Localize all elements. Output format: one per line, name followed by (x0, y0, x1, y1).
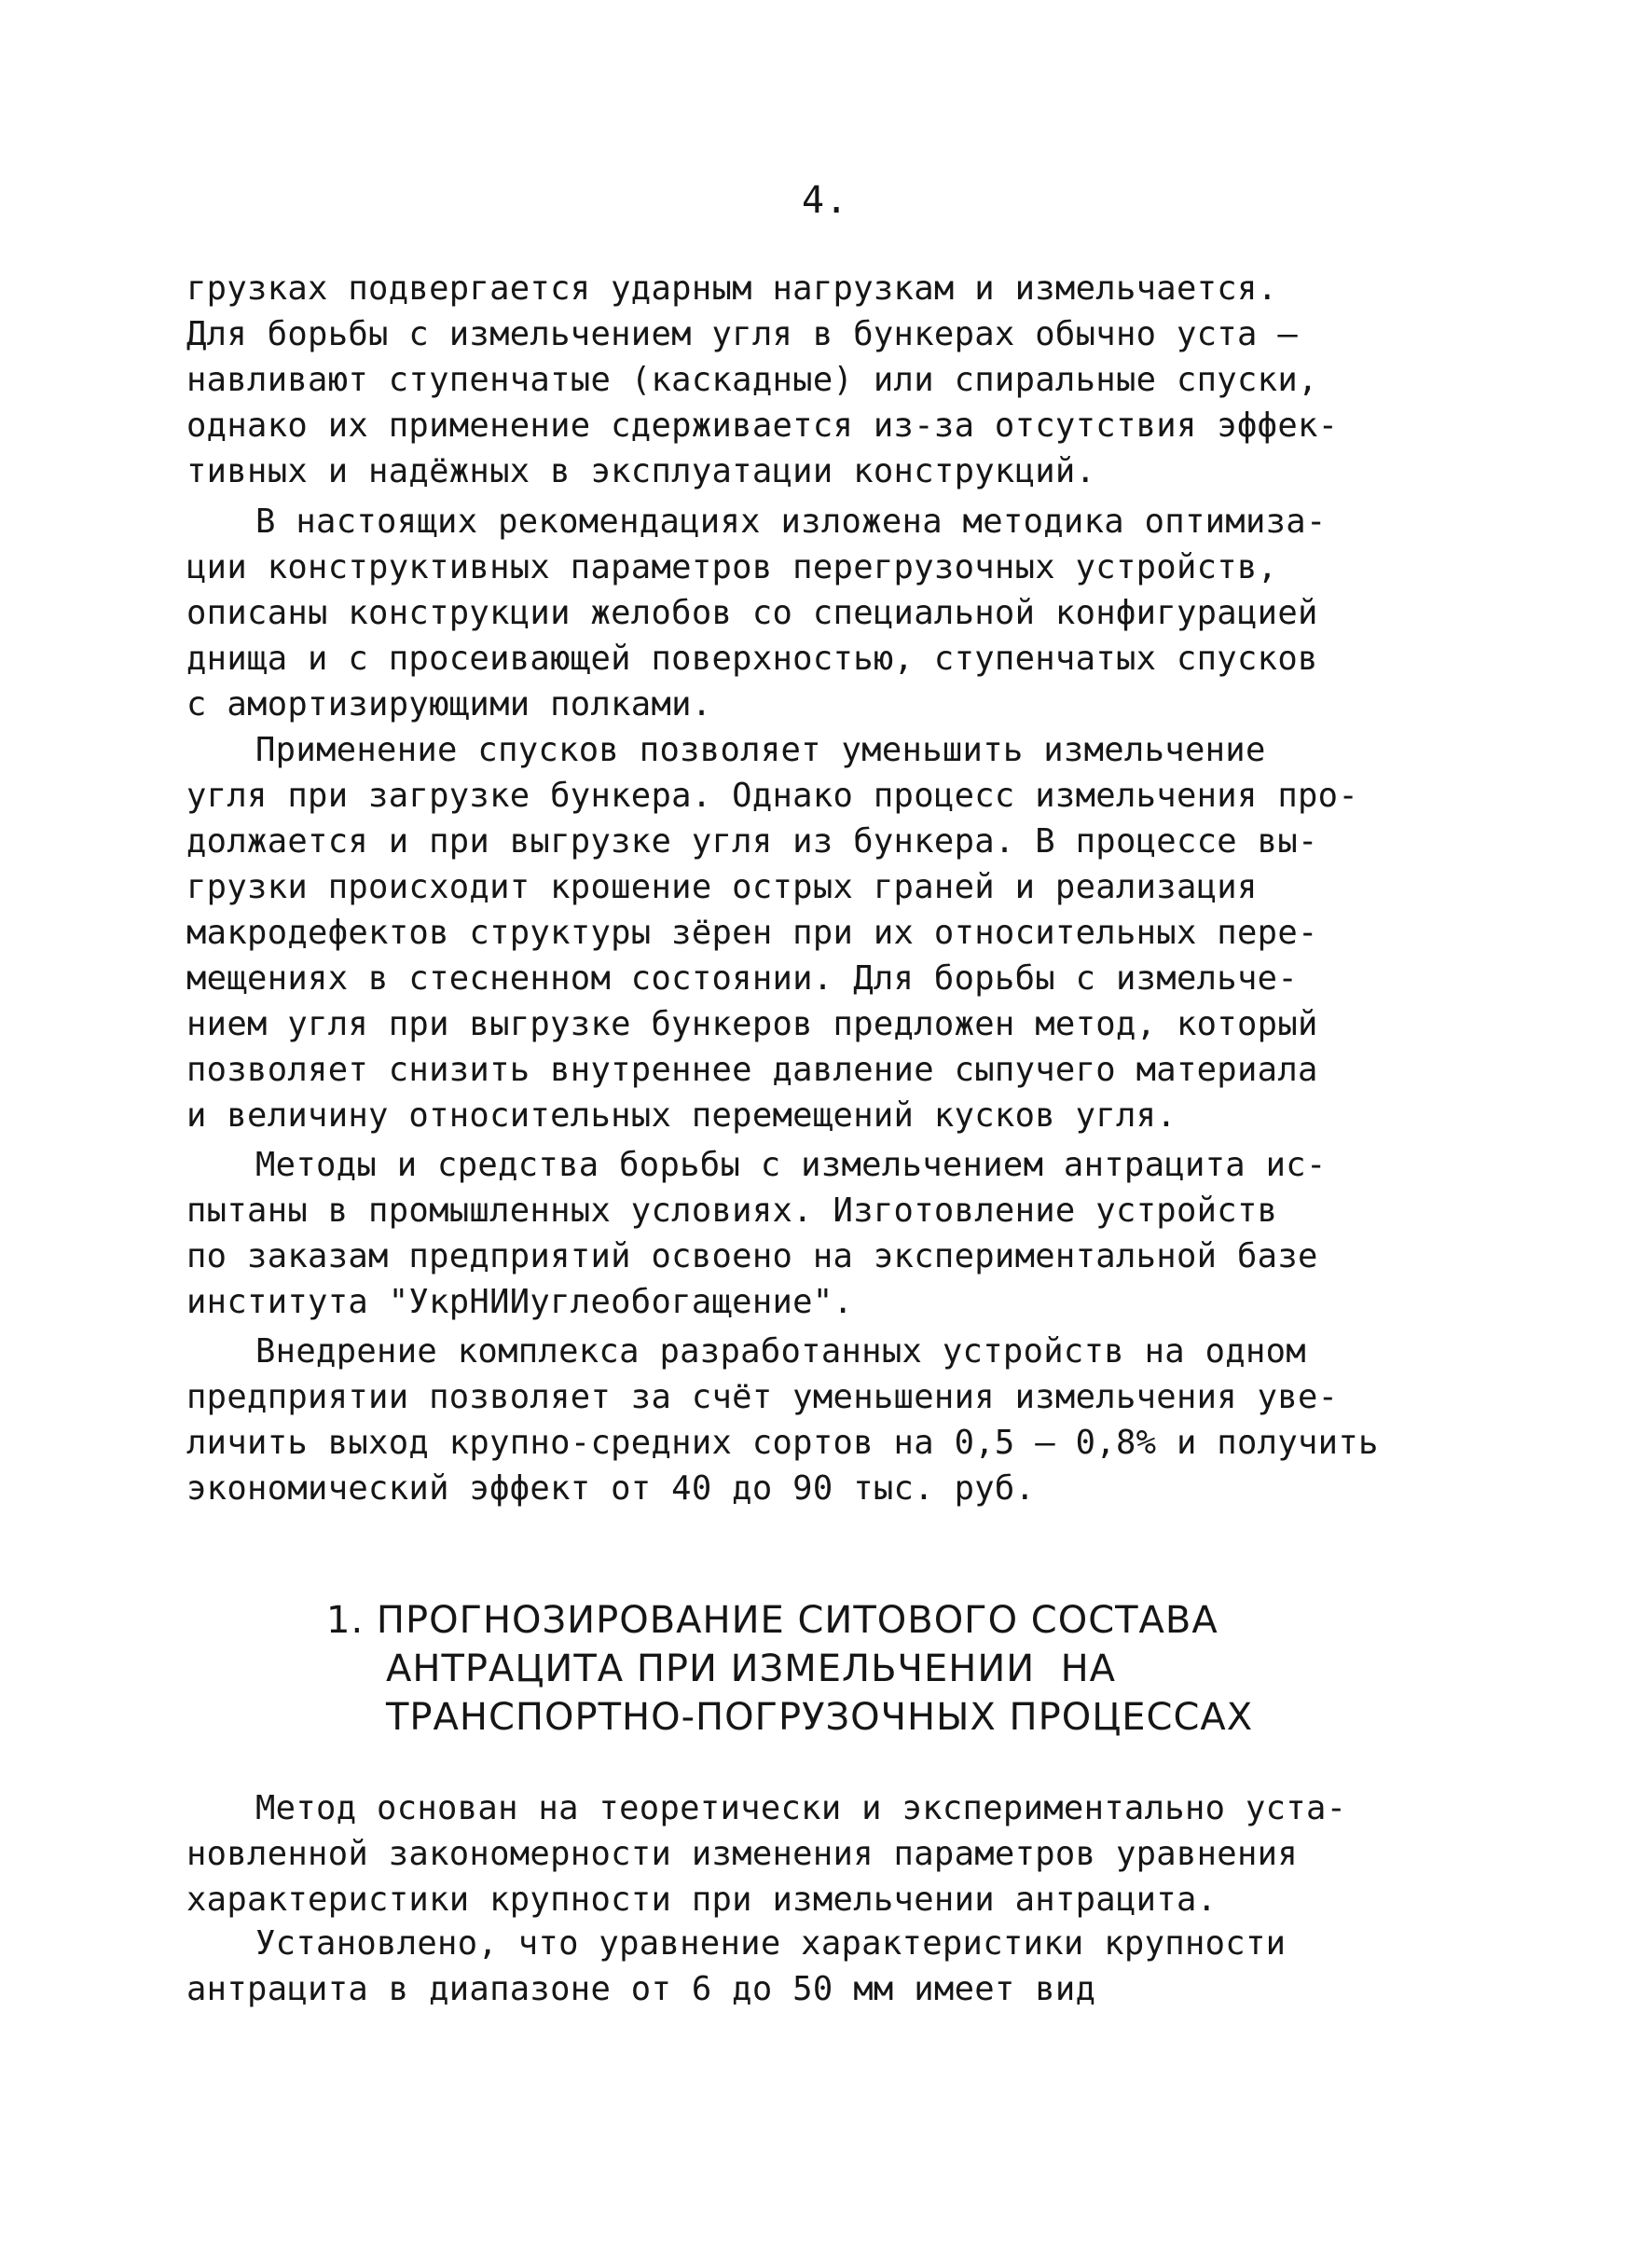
paragraph-chutes-application (186, 727, 1492, 1138)
paragraph-intro-continuation (186, 266, 1492, 494)
text-line: нием угля при выгрузке бункеров предложен метод, который (186, 1005, 1318, 1043)
text-line: мещениях в стесненном состоянии. Для борьбы с измельче- (186, 959, 1299, 998)
text-line: должается и при выгрузке угля из бункера. В процессе вы- (186, 822, 1318, 861)
text-line: позволяет снизить внутреннее давление сыпучего материала (186, 1051, 1318, 1089)
text-line: грузки происходит крошение острых граней и реализация (186, 868, 1258, 906)
text-line: антрацита в диапазоне от 6 до 50 мм имеет вид (186, 1970, 1096, 2008)
section-heading (326, 1596, 1445, 1742)
text-line: по заказам предприятий освоено на экспериментальной базе (186, 1237, 1318, 1275)
text-line: института "УкрНИИуглеобогащение". (186, 1283, 854, 1321)
text-line: Установлено, что уравнение характеристики крупности (255, 1924, 1287, 1963)
text-line: Метод основан на теоретически и экспериментально уста- (255, 1789, 1347, 1827)
text-line: с амортизирующими полками. (186, 685, 712, 723)
text-line: характеристики крупности при измельчении антрацита. (186, 1881, 1218, 1919)
text-line: тивных и надёжных в эксплуатации конструкций. (186, 452, 1096, 490)
text-line: Методы и средства борьбы с измельчением антрацита ис- (255, 1146, 1327, 1184)
text-line: описаны конструкции желобов со специальной конфигурацией (186, 594, 1318, 632)
text-line: новленной закономерности изменения параметров уравнения (186, 1835, 1299, 1873)
text-line: днища и с просеивающей поверхностью, ступенчатых спусков (186, 640, 1318, 678)
text-line: личить выход крупно-средних сортов на 0,5 – 0,8% и получить (186, 1424, 1379, 1462)
paragraph-method-basis (186, 1785, 1492, 1922)
text-line: экономический эффект от 40 до 90 тыс. руб. (186, 1469, 1036, 1508)
paragraph-equation-intro (186, 1921, 1492, 2012)
text-line: В настоящих рекомендациях изложена методика оптимиза- (255, 503, 1327, 541)
text-line: Для борьбы с измельчением угля в бункерах обычно уста – (186, 315, 1299, 353)
heading-line: 1. ПРОГНОЗИРОВАНИЕ СИТОВОГО СОСТАВА (326, 1599, 1218, 1642)
text-line: угля при загрузке бункера. Однако процесс измельчения про- (186, 777, 1359, 815)
text-line: Применение спусков позволяет уменьшить измельчение (255, 731, 1266, 769)
paragraph-recommendations (186, 499, 1492, 727)
paragraph-industrial-testing (186, 1142, 1492, 1325)
text-line: макродефектов структуры зёрен при их относительных пере- (186, 914, 1318, 952)
text-line: грузках подвергается ударным нагрузкам и измельчается. (186, 269, 1278, 308)
text-line: предприятии позволяет за счёт уменьшения измельчения уве- (186, 1378, 1339, 1416)
heading-line: ТРАНСПОРТНО-ПОГРУЗОЧНЫХ ПРОЦЕССАХ (386, 1696, 1254, 1739)
text-line: однако их применение сдерживается из-за отсутствия эффек- (186, 406, 1339, 445)
page-number: 4. (802, 179, 849, 222)
text-line: и величину относительных перемещений кусков угля. (186, 1096, 1177, 1135)
paragraph-economic-effect (186, 1329, 1492, 1511)
text-line: ции конструктивных параметров перегрузочных устройств, (186, 548, 1278, 586)
text-line: Внедрение комплекса разработанных устройств на одном (255, 1332, 1306, 1371)
text-line: навливают ступенчатые (каскадные) или спиральные спуски, (186, 361, 1318, 399)
heading-line: АНТРАЦИТА ПРИ ИЗМЕЛЬЧЕНИИ НА (386, 1647, 1117, 1690)
text-line: пытаны в промышленных условиях. Изготовление устройств (186, 1192, 1278, 1230)
